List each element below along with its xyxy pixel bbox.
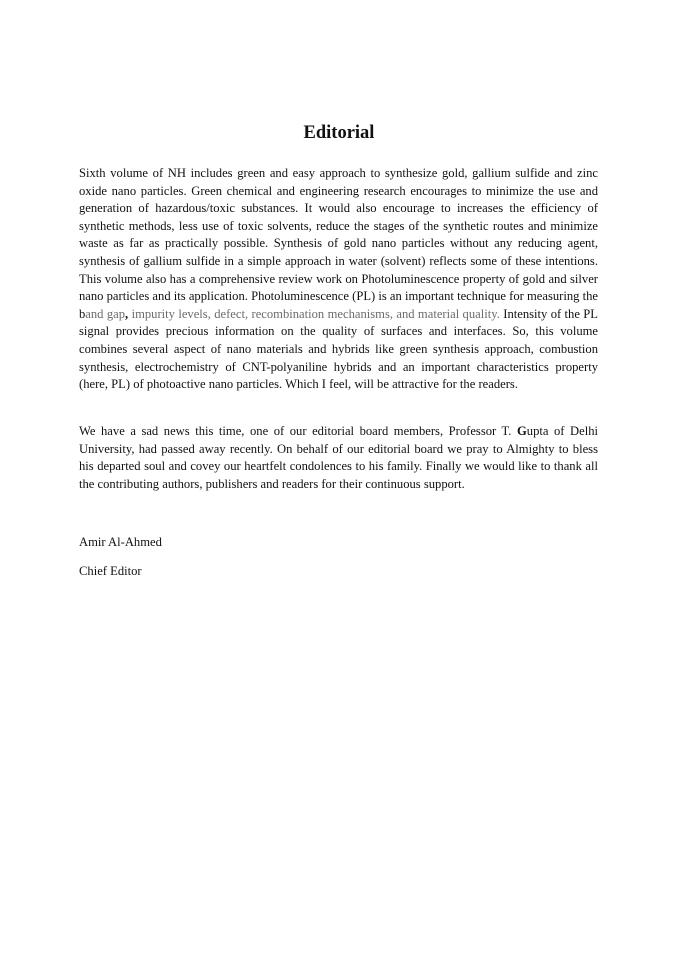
signature-name: Amir Al-Ahmed (79, 535, 162, 549)
page-title: Editorial (303, 123, 375, 143)
paragraph-1-text-start: Sixth volume of NH includes green and easy approach to synthesize gold, gallium sulfide and zinc oxide nano particles. Green chemical and engineering research encourages to minimize the use and generation of hazardous/toxic substances. It would also encourage to increases the efficiency of synthetic methods, less use of toxic solvents, reduce the stages of the synthetic routes and minimize waste as far as practically possible. Synthesis of gold nano particles without any reducing agent, synthesis of gallium sulfide in a simple approach in water (solvent) reflects some of these intentions. This volume also has a comprehensive review work on Photoluminescence property of gold and silver nano particles and its application. Photoluminescence (PL) is an important technique for measuring the b (79, 166, 599, 321)
editorial-paragraph-2 (79, 423, 598, 493)
paragraph-1-text-end: Intensity of the PL signal provides precious information on the quality of surfaces and interfaces. So, this volume combines several aspect of nano materials and hybrids like green synthesis approach, combustion synthesis, electrochemistry of CNT-polyaniline hybrids and an important characteristics property (here, PL) of photoactive nano particles. Which I feel, will be attractive for the readers. (79, 306, 599, 392)
paragraph-1-highlight-band-gap: and gap (85, 306, 126, 321)
editorial-paragraph-1 (79, 165, 598, 394)
paragraph-1-comma: , (125, 306, 129, 321)
signature-role: Chief Editor (79, 564, 142, 578)
paragraph-2-text-start: We have a sad news this time, one of our editorial board members, Professor T. (79, 424, 517, 438)
paragraph-2-text-end: upta of Delhi University, had passed away recently. On behalf of our editorial board we pray to Almighty to bless his departed soul and covey our heartfelt condolences to his family. Finally we would like to thank all the contributing authors, publishers and readers for their continuous support. (79, 424, 598, 491)
paragraph-1-highlight-defects: impurity levels, defect, recombination mechanisms, and material quality. (128, 306, 500, 321)
paragraph-2-bold-letter: G (516, 424, 527, 438)
